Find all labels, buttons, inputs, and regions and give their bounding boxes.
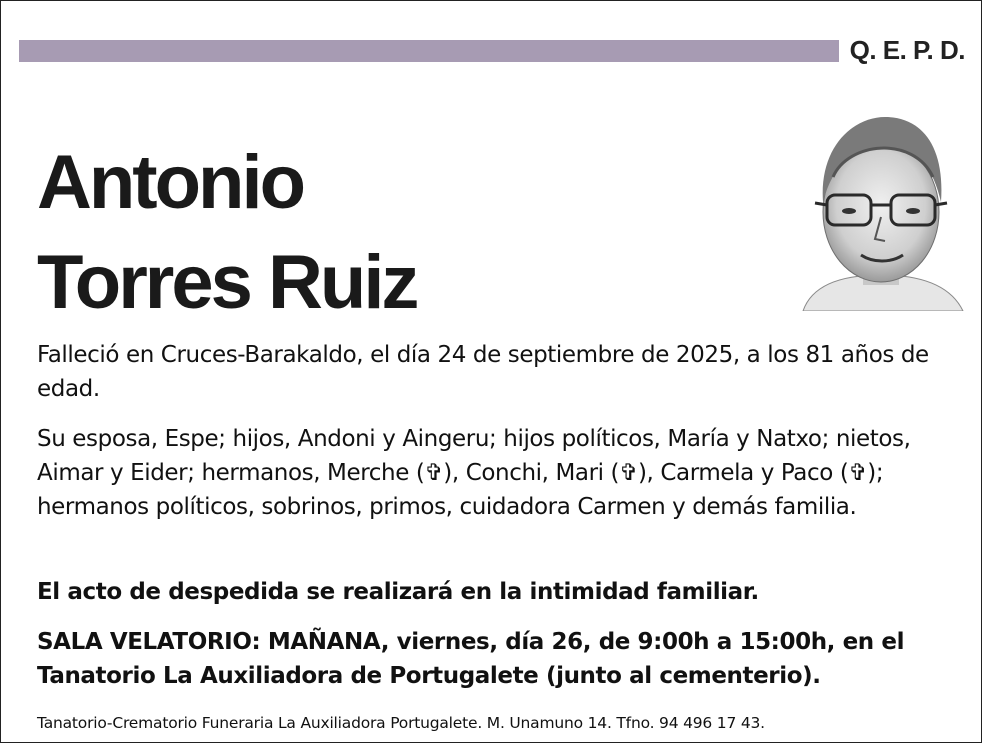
family-members: Su esposa, Espe; hijos, Andoni y Aingeru; hijos políticos, María y Natxo; nietos, Aimar y Eider; hermanos, Merche (✞), Conchi, Mari (✞), Carmela y Paco (✞); hermanos políticos, sobrinos, primos, cuidadora Carmen y demás familia. bbox=[37, 426, 911, 520]
funeral-home-footer: Tanatorio-Crematorio Funeraria La Auxiliadora Portugalete. M. Unamuno 14. Tfno. 94 496 17 43. bbox=[37, 714, 765, 732]
death-announcement: Falleció en Cruces-Barakaldo, el día 24 de septiembre de 2025, a los 81 años de edad. bbox=[37, 342, 929, 402]
portrait-photo bbox=[793, 107, 969, 311]
farewell-notice: El acto de despedida se realizará en la intimidad familiar. bbox=[37, 579, 759, 605]
header-bar bbox=[19, 40, 839, 62]
wake-details: SALA VELATORIO: MAÑANA, viernes, día 26, de 9:00h a 15:00h, en el Tanatorio La Auxiliadora de Portugalete (junto al cementerio). bbox=[37, 629, 905, 689]
name-second-line: Torres Ruiz bbox=[37, 240, 417, 325]
deceased-name bbox=[37, 133, 416, 333]
name-first-line: Antonio bbox=[37, 140, 304, 225]
qepd-label: Q. E. P. D. bbox=[849, 35, 965, 65]
